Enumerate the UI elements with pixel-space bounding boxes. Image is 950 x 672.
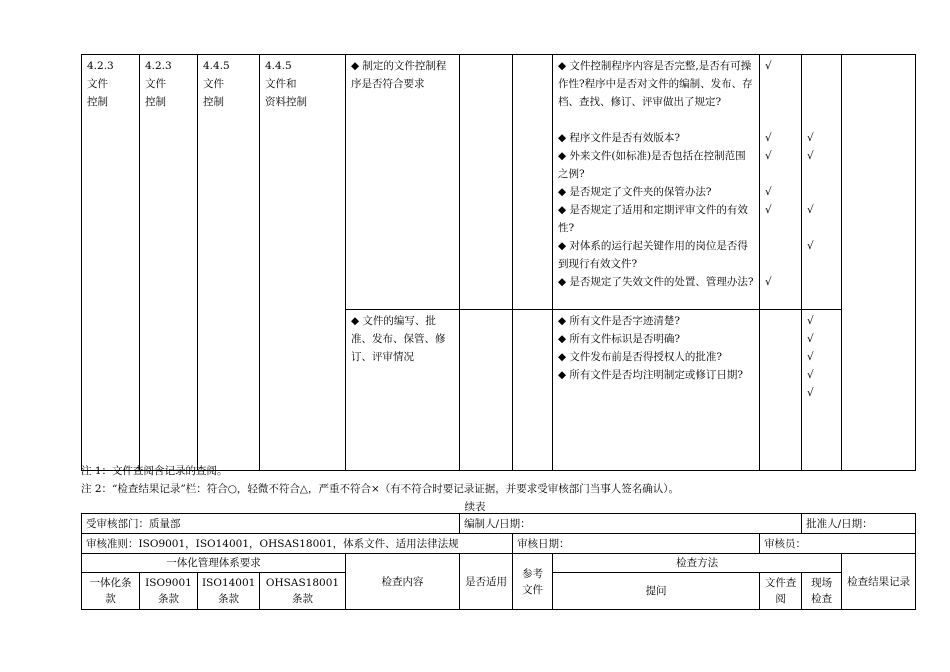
clause-number: 4.2.3 (87, 60, 114, 72)
clause-title: 文件 (203, 78, 224, 90)
compiler-date: 编制人/日期： (460, 514, 802, 534)
reference-cell (513, 55, 553, 310)
site-check-mark: √ (807, 240, 814, 252)
clause-title: 文件 (145, 78, 166, 90)
question-header: 提问 (553, 573, 760, 610)
iso14001-clause-cell (198, 55, 260, 471)
question-cell (553, 55, 760, 310)
requirements-group-header: 一体化管理体系要求 (82, 554, 346, 573)
site-check-mark (807, 273, 841, 309)
question-text: ◆ 是否规定了适用和定期评审文件的有效性? (558, 204, 748, 234)
iso9001-clause-cell (140, 55, 198, 471)
site-check-cell (802, 310, 842, 471)
continuation-header-table (81, 513, 916, 610)
content-header: 检查内容 (346, 554, 460, 610)
reference-cell (513, 310, 553, 471)
question-text: ◆ 程序文件是否有效版本? (558, 132, 681, 144)
reference-header: 参考文件 (513, 554, 553, 610)
site-check-mark: √ (807, 351, 814, 363)
doc-check-mark: √ (765, 132, 772, 144)
clause-number: 4.2.3 (145, 60, 172, 72)
note-1: 注 1：文件查阅含记录的查阅。 (81, 465, 228, 477)
doc-check-mark: √ (765, 186, 772, 198)
clause-title: 文件和 (265, 78, 297, 90)
doc-check-mark: √ (765, 60, 772, 72)
auditor: 审核员： (760, 534, 916, 554)
question-text: ◆ 文件控制程序内容是否完整,是否有可操作性?程序中是否对文件的编制、发布、存档、查找、修订、评审做出了规定? (558, 60, 753, 108)
site-check-mark: √ (807, 132, 814, 144)
question-text: ◆ 所有文件是否字迹清楚? (558, 315, 681, 327)
clause-title: 控制 (145, 96, 166, 108)
ohsas-clause-cell (260, 55, 346, 471)
check-content-text: ◆ 文件的编写、批准、发布、保管、修订、评审情况 (351, 315, 446, 363)
doc-check-mark: √ (765, 204, 772, 216)
check-content-cell (346, 310, 460, 471)
clause-title: 资料控制 (265, 96, 307, 108)
clause-row (82, 55, 916, 310)
site-check-header: 现场检查 (802, 573, 842, 610)
iso14001-header: ISO14001条款 (198, 573, 260, 610)
doc-check-mark: √ (765, 150, 772, 162)
audit-date: 审核日期： (513, 534, 760, 554)
applicable-cell (460, 310, 513, 471)
integrated-clause-cell (82, 55, 140, 471)
site-check-mark: √ (807, 204, 814, 216)
iso9001-header: ISO9001条款 (140, 573, 198, 610)
doc-check-mark (765, 237, 801, 273)
approver-date: 批准人/日期： (802, 514, 916, 534)
question-cell (553, 310, 760, 471)
clause-title: 控制 (203, 96, 224, 108)
note-2: 注 2：“检查结果记录”栏：符合○，轻微不符合△，严重不符合×（有不符合时要记录证据，并要求受审核部门当事人签名确认）。 (81, 483, 680, 495)
doc-review-cell (760, 310, 802, 471)
audited-dept: 受审核部门：质量部 (82, 514, 460, 534)
question-text: ◆ 外来文件(如标准)是否包括在控制范围之例? (558, 150, 746, 180)
continuation-title: 续表 (464, 501, 486, 513)
question-text: ◆ 对体系的运行起关键作用的岗位是否得到现行有效文件? (558, 240, 748, 270)
site-check-mark: √ (807, 369, 814, 381)
clause-title: 文件 (87, 78, 108, 90)
site-check-mark: √ (807, 315, 814, 327)
doc-review-header: 文件查阅 (760, 573, 802, 610)
site-check-mark (807, 57, 841, 129)
applicable-cell (460, 55, 513, 310)
ohsas-header: OHSAS18001条款 (260, 573, 346, 610)
clause-number: 4.4.5 (203, 60, 230, 72)
question-text: ◆ 所有文件是否均注明制定或修订日期? (558, 369, 744, 381)
integrated-clause-header: 一体化条款 (82, 573, 140, 610)
applicable-header: 是否适用 (460, 554, 513, 610)
question-text: ◆ 文件发布前是否得授权人的批准? (558, 351, 723, 363)
site-check-mark: √ (807, 333, 814, 345)
doc-review-cell (760, 55, 802, 310)
audit-criteria: 审核准则：ISO9001，ISO14001，OHSAS18001，体系文件、适用法律法规 (82, 534, 513, 554)
audit-checklist-table (81, 54, 916, 471)
site-check-cell (802, 55, 842, 310)
site-check-mark: √ (807, 387, 814, 399)
check-content-text: ◆ 制定的文件控制程序是否符合要求 (351, 60, 447, 90)
question-text: ◆ 是否规定了文件夹的保管办法? (558, 186, 712, 198)
clause-title: 控制 (87, 96, 108, 108)
question-text: ◆ 所有文件标识是否明确? (558, 333, 681, 345)
doc-check-mark: √ (765, 276, 772, 288)
check-content-cell (346, 55, 460, 310)
result-record-cell (842, 55, 916, 471)
site-check-mark (807, 183, 841, 201)
result-header: 检查结果记录 (842, 554, 916, 610)
clause-number: 4.4.5 (265, 60, 292, 72)
site-check-mark: √ (807, 150, 814, 162)
question-text: ◆ 是否规定了失效文件的处置、管理办法? (558, 276, 754, 288)
method-group-header: 检查方法 (553, 554, 842, 573)
